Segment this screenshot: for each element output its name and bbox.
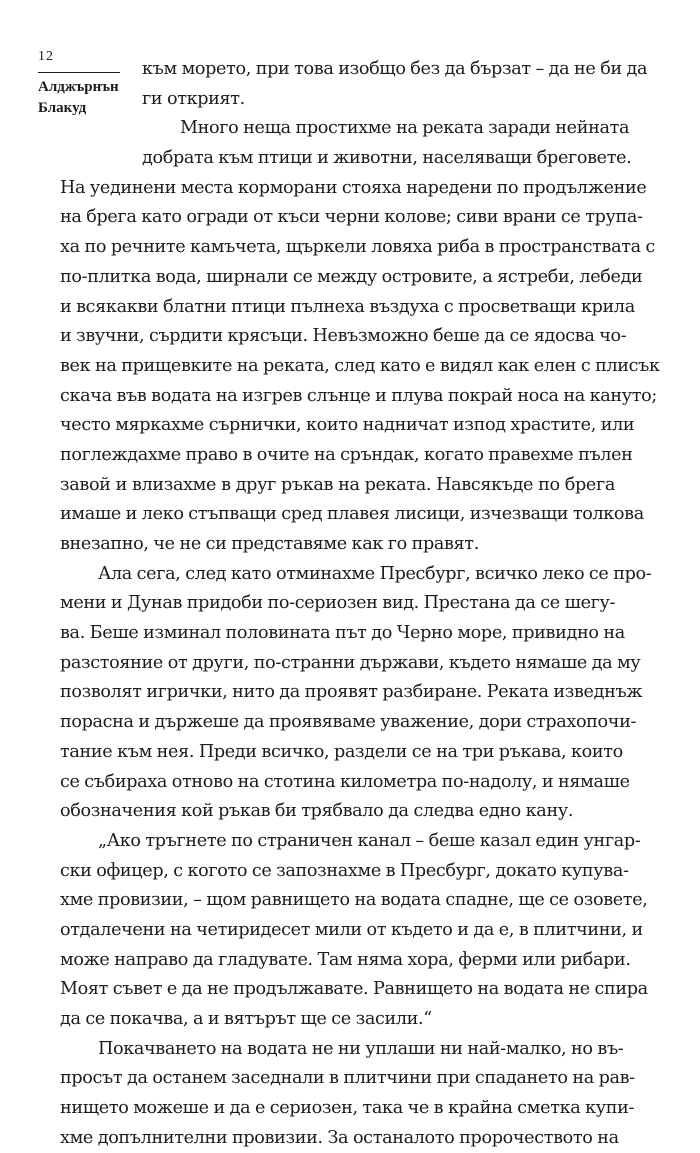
- text-line: добрата към птици и животни, населяващи бреговете.: [142, 148, 632, 169]
- text-line: обозначения кой ръкав би трябвало да следва едно кану.: [60, 801, 574, 822]
- text-line: Моят съвет е да не продължавате. Равнището на водата не спира: [60, 979, 648, 1000]
- text-line: век на прищевките на реката, след като е видял как елен с плисък: [60, 355, 660, 376]
- text-line: по-плитка вода, ширнали се между островите, а ястреби, лебеди: [60, 266, 643, 287]
- text-line: често мяркахме сърнички, които надничат изпод храстите, или: [60, 415, 635, 436]
- paragraph-start-line: Покачването на водата не ни уплаши ни най-малко, но въ-: [98, 1038, 624, 1059]
- text-line: на брега като огради от къси черни колове; сиви врани се трупа-: [60, 207, 643, 228]
- text-line: към морето, при това изобщо без да бързат – да не би да: [142, 59, 648, 79]
- text-line: да се покачва, а и вятърът ще се засили.“: [60, 1009, 432, 1029]
- text-line: На уединени места корморани стояха наредени по продължение: [60, 177, 647, 198]
- text-line: имаше и леко стъпващи сред плавея лисици, изчезващи толкова: [60, 504, 644, 525]
- text-line: ха по речните камъчета, щъркели ловяха риба в пространствата с: [60, 237, 655, 258]
- text-line: хме допълнителни провизии. За останалото пророчеството на: [60, 1127, 619, 1148]
- author-first-name: Алджърнън: [38, 79, 119, 95]
- text-line: отдалечени на четиридесет мили от където и да е, в плитчини, и: [60, 919, 643, 940]
- text-line: позволят игрички, нито да проявят разбиране. Реката изведнъж: [60, 682, 643, 703]
- text-line: ски офицер, с когото се запознахме в Пресбург, докато купува-: [60, 860, 629, 881]
- paragraph-start-line: Ала сега, след като отминахме Пресбург, всичко леко се про-: [98, 563, 652, 584]
- text-line: може направо да гладувате. Там няма хора, ферми или рибари.: [60, 949, 631, 970]
- text-line: поглеждахме право в очите на сръндак, когато правехме пълен: [60, 444, 633, 465]
- text-line: се събираха отново на стотина километра по-надолу, и нямаше: [60, 771, 630, 792]
- text-line: порасна и държеше да проявяваме уважение, дори страхопочи-: [60, 712, 637, 733]
- page-number: 12: [38, 49, 54, 64]
- text-line: внезапно, че не си представяме как го правят.: [60, 534, 479, 554]
- body-text: [60, 55, 660, 1153]
- text-line: скача във водата на изгрев слънце и плува покрай носа на кануто;: [60, 385, 657, 406]
- text-line: завой и влизахме в друг ръкав на реката. Навсякъде по брега: [60, 474, 615, 495]
- text-line: нището можеше и да е сериозен, така че в крайна сметка купи-: [60, 1098, 635, 1119]
- text-line: разстояние от други, по-странни държави, където нямаше да му: [60, 652, 641, 673]
- text-line: мени и Дунав придоби по-сериозен вид. Престана да се шегу-: [60, 593, 616, 614]
- text-line: просът да останем заседнали в плитчини при спадането на рав-: [60, 1068, 635, 1089]
- text-line: ва. Беше изминал половината път до Черно море, привидно на: [60, 623, 625, 644]
- paragraph-start-line: „Ако тръгнете по страничен канал – беше казал един унгар-: [98, 830, 641, 851]
- text-line: ги открият.: [142, 88, 245, 109]
- author-last-name: Блакуд: [38, 100, 87, 116]
- text-line: хме провизии, – щом равнището на водата спадне, ще се озовете,: [60, 890, 648, 911]
- text-line: и звучни, сърдити крясъци. Невъзможно беше да се ядосва чо-: [60, 326, 627, 347]
- paragraph-start-line: Много неща простихме на реката заради нейната: [180, 118, 630, 139]
- text-line: и всякакви блатни птици пълнеха въздуха с просветващи крила: [60, 296, 635, 317]
- text-line: тание към нея. Преди всичко, раздели се на три ръкава, които: [60, 741, 623, 762]
